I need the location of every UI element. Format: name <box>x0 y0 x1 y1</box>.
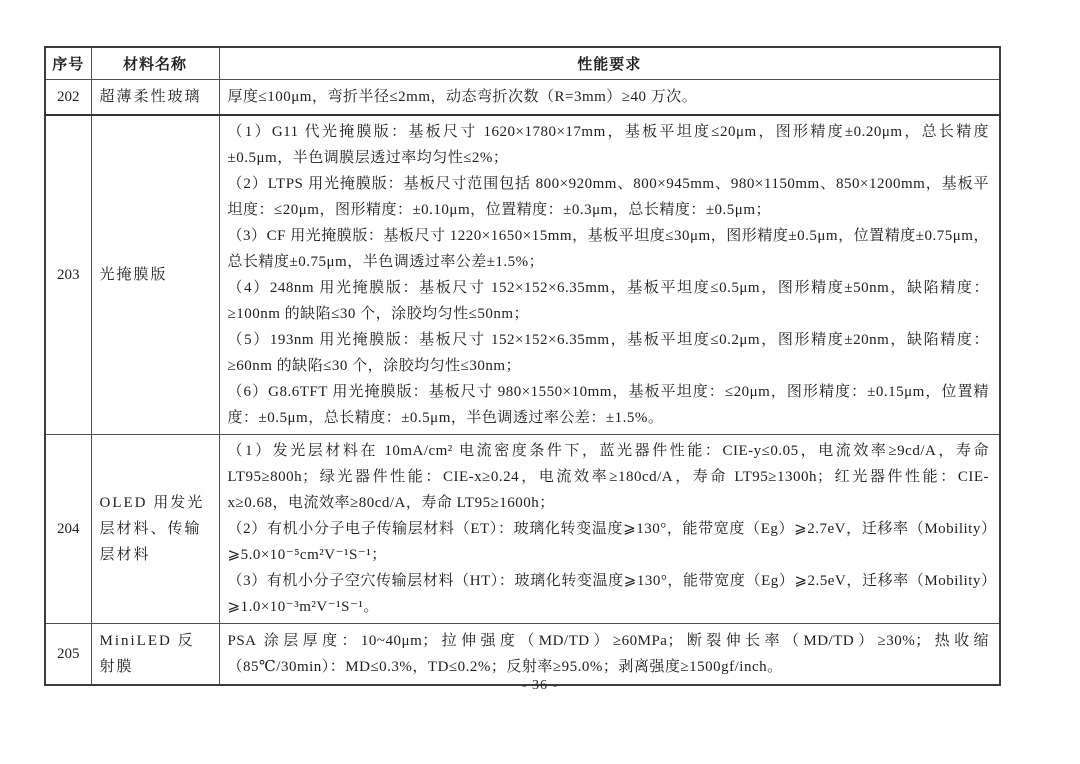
requirement-paragraph: （3）CF 用光掩膜版：基板尺寸 1220×1650×15mm，基板平坦度≤30μm，图形精度±0.5μm，位置精度±0.75μm，总长精度±0.75μm，半色调透过率公差±1.5%； <box>227 228 989 270</box>
requirement-paragraph: （1）发光层材料在 10mA/cm² 电流密度条件下，蓝光器件性能：CIE-y≤0.05，电流效率≥9cd/A，寿命 LT95≥800h；绿光器件性能：CIE-x≥0.24，电流效率≥180cd/A，寿命 LT95≥1300h；红光器件性能：CIE-x≥0.68，电流效率≥80cd/A，寿命 LT95≥1600h； <box>227 443 989 511</box>
serial-number: 202 <box>45 80 91 116</box>
materials-spec-table <box>44 46 1001 686</box>
header-performance-requirements: 性能要求 <box>219 47 1000 80</box>
page-number: - 36 - <box>521 678 559 693</box>
performance-requirements <box>219 435 1000 624</box>
table-row <box>45 624 1000 686</box>
table-row <box>45 80 1000 116</box>
header-serial-number: 序号 <box>45 47 91 80</box>
requirement-paragraph: （2）有机小分子电子传输层材料（ET）：玻璃化转变温度⩾130°，能带宽度（Eg）⩾2.7eV，迁移率（Mobility）⩾5.0×10⁻⁵cm²V⁻¹S⁻¹； <box>227 521 989 563</box>
material-name: OLED 用发光层材料、传输层材料 <box>91 435 219 624</box>
requirement-paragraph: （2）LTPS 用光掩膜版：基板尺寸范围包括 800×920mm、800×945mm、980×1150mm、850×1200mm，基板平坦度：≤20μm，图形精度：±0.10μm，位置精度：±0.3μm，总长精度：±0.5μm； <box>227 176 989 218</box>
requirement-paragraph: PSA 涂层厚度：10~40μm；拉伸强度（MD/TD）≥60MPa；断裂伸长率（MD/TD）≥30%；热收缩（85℃/30min）：MD≤0.3%，TD≤0.2%；反射率≥95.0%；剥离强度≥1500gf/inch。 <box>227 633 989 675</box>
material-name: 光掩膜版 <box>91 115 219 435</box>
requirement-paragraph: （3）有机小分子空穴传输层材料（HT）：玻璃化转变温度⩾130°，能带宽度（Eg）⩾2.5eV，迁移率（Mobility）⩾1.0×10⁻³m²V⁻¹S⁻¹。 <box>227 573 989 615</box>
performance-requirements <box>219 115 1000 435</box>
requirement-paragraph: （5）193nm 用光掩膜版：基板尺寸 152×152×6.35mm，基板平坦度≤0.2μm，图形精度±20nm，缺陷精度：≥60nm 的缺陷≤30 个，涂胶均匀性≤30nm； <box>227 332 989 374</box>
table-header-row <box>45 47 1000 80</box>
requirement-paragraph: （1）G11 代光掩膜版：基板尺寸 1620×1780×17mm，基板平坦度≤20μm，图形精度±0.20μm，总长精度±0.5μm，半色调膜层透过率均匀性≤2%； <box>227 124 989 166</box>
serial-number: 205 <box>45 624 91 686</box>
material-name: MiniLED 反射膜 <box>91 624 219 686</box>
performance-requirements <box>219 624 1000 686</box>
table-row <box>45 115 1000 435</box>
header-material-name: 材料名称 <box>91 47 219 80</box>
requirement-paragraph: 厚度≤100μm，弯折半径≤2mm，动态弯折次数（R=3mm）≥40 万次。 <box>227 89 698 105</box>
requirement-paragraph: （6）G8.6TFT 用光掩膜版：基板尺寸 980×1550×10mm，基板平坦度：≤20μm，图形精度：±0.15μm，位置精度：±0.5μm，总长精度：±0.5μm，半色调透过率公差：±1.5%。 <box>227 384 989 426</box>
serial-number: 204 <box>45 435 91 624</box>
material-name: 超薄柔性玻璃 <box>91 80 219 116</box>
requirement-paragraph: （4）248nm 用光掩膜版：基板尺寸 152×152×6.35mm，基板平坦度≤0.5μm，图形精度±50nm，缺陷精度：≥100nm 的缺陷≤30 个，涂胶均匀性≤50nm； <box>227 280 989 322</box>
performance-requirements <box>219 80 1000 116</box>
serial-number: 203 <box>45 115 91 435</box>
table-row <box>45 435 1000 624</box>
